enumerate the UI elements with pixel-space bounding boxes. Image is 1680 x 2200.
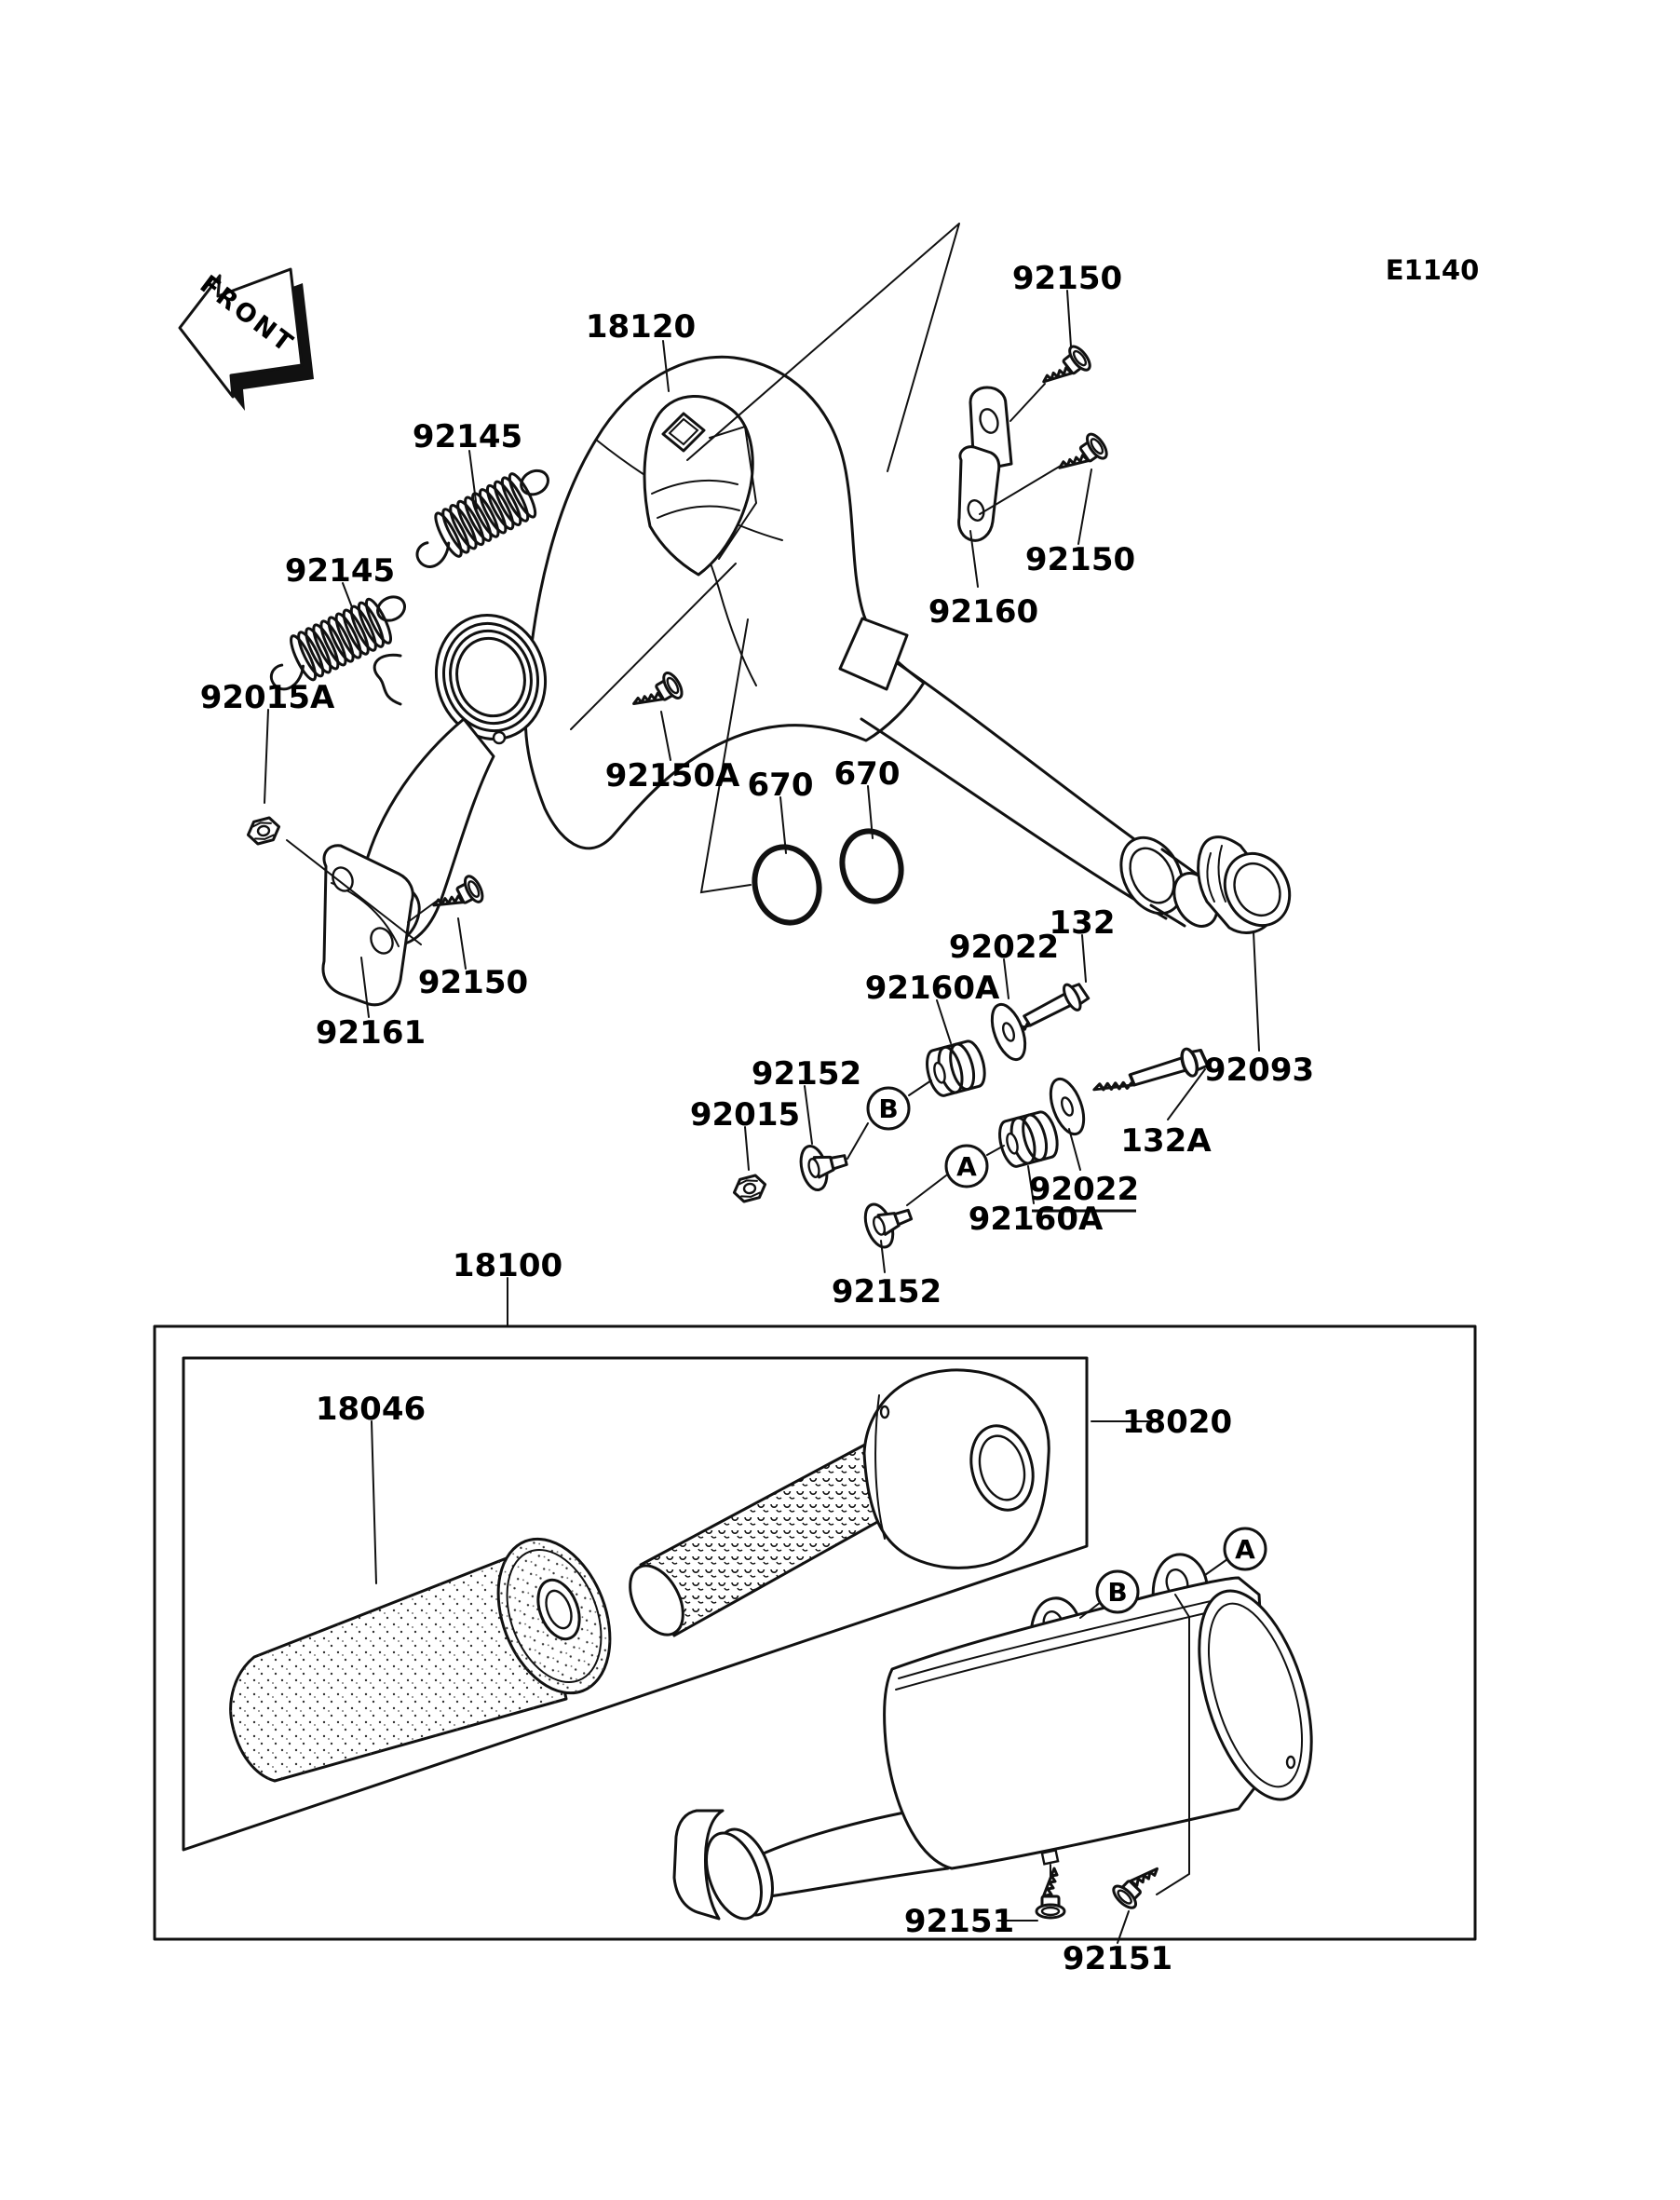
callout-92151-right: 92151 bbox=[1062, 1940, 1173, 1977]
callout-670-right: 670 bbox=[833, 755, 901, 793]
bolt-92150-right bbox=[1054, 431, 1111, 482]
spring-92145-upper bbox=[403, 459, 561, 574]
drain-mount bbox=[1042, 1850, 1058, 1864]
callout-92152-lower: 92152 bbox=[831, 1273, 942, 1310]
nut-92015A bbox=[246, 817, 280, 845]
callout-92151-left: 92151 bbox=[903, 1903, 1015, 1940]
screw-92152-upper bbox=[797, 1138, 851, 1192]
marker-b-cluster: B bbox=[878, 1093, 899, 1124]
callout-92152-upper: 92152 bbox=[751, 1055, 862, 1093]
muffler-shell-body bbox=[864, 1370, 1049, 1568]
bolt-132A bbox=[1091, 1044, 1209, 1105]
damper-bracket-92160 bbox=[959, 387, 1011, 540]
callout-18020: 18020 bbox=[1121, 1404, 1233, 1441]
callout-18120: 18120 bbox=[585, 308, 697, 346]
callout-92160: 92160 bbox=[928, 593, 1039, 631]
callout-92150-plate: 92150 bbox=[417, 964, 529, 1001]
page-code: E1140 bbox=[1385, 254, 1480, 286]
callout-18046: 18046 bbox=[315, 1391, 427, 1428]
callout-92022-lower: 92022 bbox=[1028, 1171, 1140, 1208]
callout-670-left: 670 bbox=[747, 767, 814, 804]
callout-92145-upper: 92145 bbox=[412, 418, 523, 455]
callout-92160A-upper: 92160A bbox=[864, 970, 1000, 1007]
bolt-92150-top bbox=[1037, 343, 1093, 395]
grommet-92160A-lower bbox=[996, 1109, 1062, 1169]
bolt-92151-right bbox=[1110, 1856, 1164, 1911]
callout-92150-right: 92150 bbox=[1024, 541, 1136, 578]
muffler-packing-18046 bbox=[231, 1523, 631, 1781]
callout-92150-top: 92150 bbox=[1011, 260, 1123, 297]
spring-hook-tab bbox=[374, 655, 400, 704]
callout-92160A-lower: 92160A bbox=[968, 1201, 1104, 1238]
marker-a-cluster: A bbox=[956, 1151, 977, 1182]
front-direction-arrow bbox=[180, 269, 314, 411]
callout-132A: 132A bbox=[1120, 1122, 1212, 1160]
marker-b-muffler: B bbox=[1107, 1577, 1128, 1608]
callout-92015A: 92015A bbox=[199, 679, 335, 716]
stud-hole bbox=[494, 732, 505, 743]
grommet-92160A-upper bbox=[923, 1039, 989, 1098]
callout-92150A: 92150A bbox=[604, 757, 740, 794]
nut-92015 bbox=[732, 1175, 766, 1202]
callout-18100: 18100 bbox=[452, 1247, 563, 1284]
washer-92022-upper bbox=[985, 1000, 1031, 1065]
front-arrow-label: FRONT bbox=[194, 269, 300, 360]
callout-92093: 92093 bbox=[1203, 1052, 1315, 1089]
callout-92015: 92015 bbox=[689, 1096, 801, 1134]
callout-132: 132 bbox=[1049, 904, 1116, 942]
assembled-muffler bbox=[674, 1555, 1334, 1926]
callout-92145-lower: 92145 bbox=[284, 552, 396, 590]
o-ring-670-left bbox=[747, 840, 828, 930]
marker-a-muffler: A bbox=[1235, 1534, 1255, 1565]
callout-92161: 92161 bbox=[315, 1014, 427, 1052]
callout-92022-upper: 92022 bbox=[948, 929, 1060, 966]
screw-92152-lower bbox=[860, 1193, 918, 1251]
